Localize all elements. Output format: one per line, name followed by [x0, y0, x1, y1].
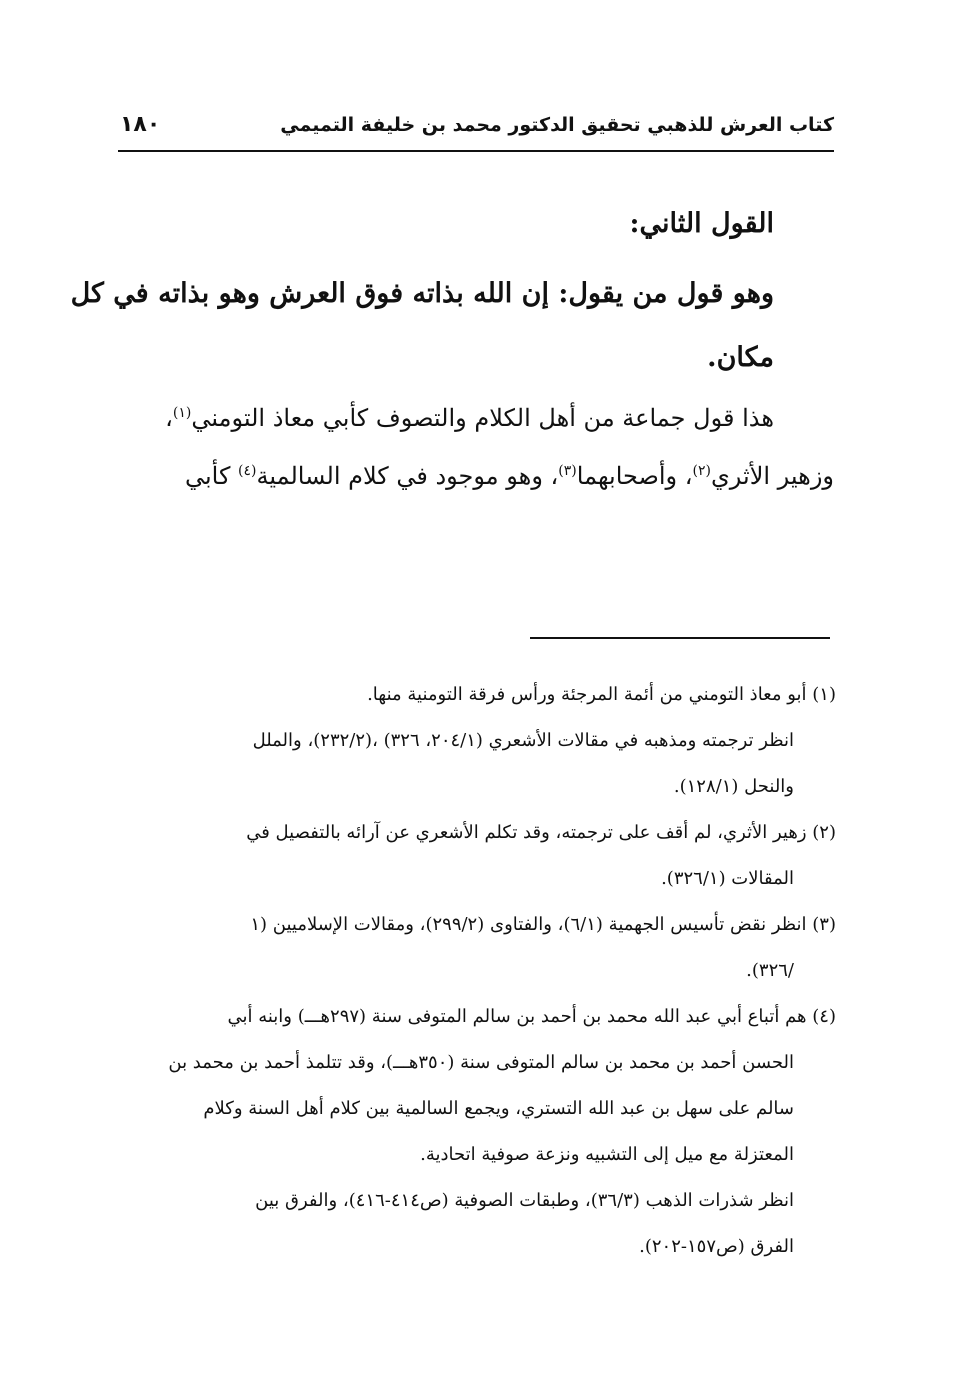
- footnote-line: والنحل (١٢٨/١).: [673, 776, 794, 797]
- page-number: ١٨٠: [120, 112, 161, 137]
- paragraph-line-1: [165, 404, 774, 432]
- paragraph-text: ، وأصحابهما: [576, 462, 693, 490]
- footnote-ref-3: (٣): [558, 463, 577, 479]
- footnote-ref-1: (١): [172, 405, 192, 421]
- bold-statement-line-1: وهو قول من يقول: إن الله بذاته فوق العرش وهو بذاته في كل: [70, 278, 774, 309]
- running-title: كتاب العرش للذهبي تحقيق الدكتور محمد بن خليفة التميمي: [280, 114, 834, 136]
- footnote-line: الحسن أحمد بن محمد بن سالم المتوفى سنة (٣٥٠هـــ)، وقد تتلمذ أحمد بن محمد بن: [168, 1052, 794, 1073]
- footnote-line: سالم على سهل بن عبد الله التستري، ويجمع السالمية بين كلام أهل السنة وكلام: [203, 1098, 794, 1119]
- paragraph-text: وزهير الأثري: [710, 462, 834, 490]
- footnote-line: (١) أبو معاذ التومني من أئمة المرجئة ورأس فرقة التومنية منها.: [367, 684, 836, 705]
- footnote-line: الفرق (ص١٥٧-٢٠٢).: [639, 1236, 794, 1257]
- footnote-line: /٣٢٦).: [746, 960, 794, 981]
- footnote-line: المعتزلة مع ميل إلى التشبيه ونزعة صوفية اتحادية.: [420, 1144, 794, 1165]
- paragraph-text: ، وهو موجود في كلام السالمية: [256, 462, 559, 490]
- footnote-line: (٣) انظر نقض تأسيس الجهمية (٦/١)، والفتاوى (٢٩٩/٢)، ومقالات الإسلاميين (١: [250, 914, 836, 935]
- footnote-ref-2: (٢): [692, 463, 711, 479]
- footnotes: [120, 672, 836, 1270]
- footnote-separator: [530, 637, 830, 639]
- footnote-line: انظر شذرات الذهب (٣٦/٣)، وطبقات الصوفية (ص٤١٤-٤١٦)، والفرق بين: [255, 1190, 794, 1211]
- paragraph-line-2: [185, 462, 834, 490]
- paragraph-text: هذا قول جماعة من أهل الكلام والتصوف كأبي معاذ التومني: [191, 404, 774, 432]
- section-heading: القول الثاني:: [629, 208, 774, 239]
- page-header: [118, 110, 834, 152]
- footnote-line: (٢) زهير الأثري، لم أقف على ترجمته، وقد تكلم الأشعري عن آرائه بالتفصيل في: [246, 822, 836, 843]
- paragraph-text: كأبي: [184, 462, 239, 490]
- paragraph-text: ،: [165, 404, 173, 432]
- footnote-line: (٤) هم أتباع أبي عبد الله محمد بن أحمد بن سالم المتوفى سنة (٢٩٧هـــ) وابنه أبي: [227, 1006, 836, 1027]
- footnote-line: انظر ترجمته ومذهبه في مقالات الأشعري (٢٠٤/١، ٣٢٦) ،(٢٣٢/٢)، والملل: [252, 730, 794, 751]
- footnote-line: المقالات (٣٢٦/١).: [661, 868, 794, 889]
- footnote-ref-4: (٤): [238, 463, 257, 479]
- bold-statement-line-2: مكان.: [707, 342, 774, 373]
